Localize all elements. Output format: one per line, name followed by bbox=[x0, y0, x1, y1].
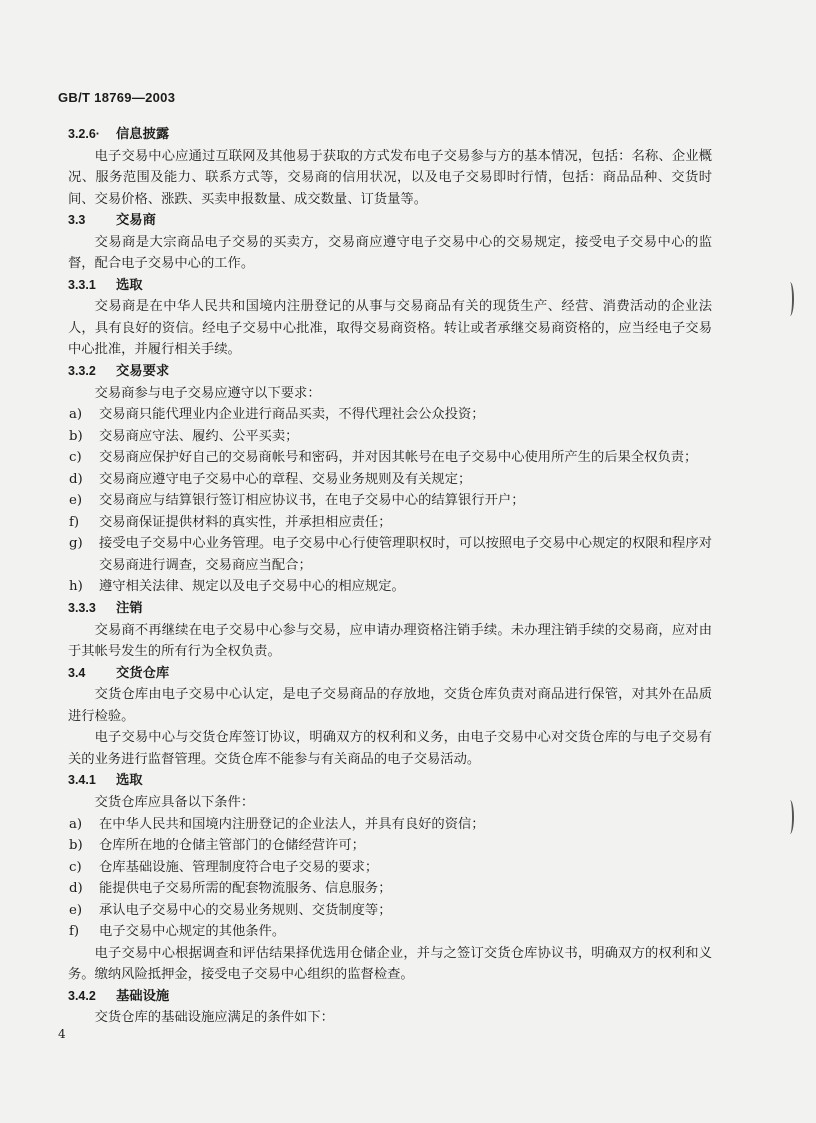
section-number: 3.4.1 bbox=[68, 773, 96, 788]
section-number: 3.3 bbox=[68, 213, 86, 228]
section-heading bbox=[68, 770, 712, 792]
section-heading bbox=[68, 986, 712, 1008]
section-title: 信息披露 bbox=[116, 127, 170, 142]
section-title: 注销 bbox=[116, 601, 143, 617]
list-item-label: c) bbox=[69, 450, 82, 466]
list-item-text: 能提供电子交易所需的配套物流服务、信息服务； bbox=[99, 881, 392, 897]
section-heading bbox=[68, 210, 712, 232]
section-title: 交易商 bbox=[116, 213, 156, 229]
list-item-text: 交易商应遵守电子交易中心的章程、交易业务规则及有关规定； bbox=[99, 471, 472, 487]
section-heading bbox=[68, 598, 712, 620]
list-item-label: d) bbox=[69, 471, 83, 487]
list-item bbox=[68, 814, 712, 836]
list-item-text: 仓库所在地的仓储主管部门的仓储经营许可； bbox=[99, 838, 365, 854]
section-number: 3.2.6· bbox=[68, 127, 100, 141]
section-title: 选取 bbox=[116, 773, 143, 789]
section-title: 基础设施 bbox=[116, 988, 170, 1004]
section-heading bbox=[68, 663, 712, 685]
section-heading bbox=[68, 361, 712, 383]
list-item-label: e) bbox=[69, 493, 83, 509]
list-item bbox=[68, 576, 712, 598]
section-title: 交货仓库 bbox=[116, 665, 170, 681]
list-item-label: a) bbox=[69, 407, 83, 423]
list-item bbox=[68, 404, 712, 426]
section-number: 3.4 bbox=[68, 665, 86, 680]
standard-code: GB/T 18769—2003 bbox=[58, 90, 176, 105]
binding-mark-icon bbox=[786, 282, 794, 316]
list-item-text: 遵守相关法律、规定以及电子交易中心的相应规定。 bbox=[99, 579, 405, 595]
paragraph: 交易商是大宗商品电子交易的买卖方，交易商应遵守电子交易中心的交易规定，接受电子交易中心的监督，配合电子交易中心的工作。 bbox=[68, 234, 712, 272]
binding-mark-icon bbox=[786, 800, 794, 834]
list-item-text: 电子交易中心规定的其他条件。 bbox=[99, 924, 286, 940]
section-title: 交易要求 bbox=[116, 364, 170, 380]
document-body bbox=[68, 124, 712, 1029]
list-item bbox=[68, 533, 712, 576]
paragraph: 电子交易中心根据调查和评估结果择优选用仓储企业，并与之签订交货仓库协议书，明确双方的权利和义务。缴纳风险抵押金，接受电子交易中心组织的监督检查。 bbox=[68, 945, 712, 983]
list-item bbox=[68, 512, 712, 534]
paragraph: 交货仓库的基础设施应满足的条件如下： bbox=[94, 1010, 334, 1026]
paragraph: 电子交易中心与交货仓库签订协议，明确双方的权利和义务，由电子交易中心对交货仓库的与电子交易有关的业务进行监督管理。交货仓库不能参与有关商品的电子交易活动。 bbox=[68, 730, 712, 767]
list-item bbox=[68, 857, 712, 879]
list-item bbox=[68, 835, 712, 857]
paragraph: 交易商参与电子交易应遵守以下要求： bbox=[94, 385, 321, 401]
list-item-text: 仓库基础设施、管理制度符合电子交易的要求； bbox=[99, 859, 379, 875]
list-item-label: h) bbox=[69, 579, 83, 595]
paragraph: 交货仓库应具备以下条件： bbox=[94, 794, 255, 810]
list-item bbox=[68, 921, 712, 943]
list-item bbox=[68, 447, 712, 469]
list-item-label: e) bbox=[69, 902, 83, 918]
list-item bbox=[68, 426, 712, 448]
list-item-label: c) bbox=[69, 859, 82, 875]
list-item-text: 在中华人民共和国境内注册登记的企业法人，并具有良好的资信； bbox=[99, 816, 485, 832]
list-item-text: 交易商应与结算银行签订相应协议书，在电子交易中心的结算银行开户； bbox=[99, 493, 525, 509]
list-item-text: 交易商只能代理业内企业进行商品买卖，不得代理社会公众投资； bbox=[99, 407, 485, 423]
section-number: 3.4.2 bbox=[68, 988, 96, 1003]
paragraph: 交易商不再继续在电子交易中心参与交易，应申请办理资格注销手续。未办理注销手续的交易商，应对由于其帐号发生的所有行为全权负责。 bbox=[68, 622, 712, 660]
section-number: 3.3.1 bbox=[68, 277, 96, 292]
list-item bbox=[68, 900, 712, 922]
paragraph: 交易商是在中华人民共和国境内注册登记的从事与交易商品有关的现货生产、经营、消费活动的企业法人，具有良好的资信。经电子交易中心批准，取得交易商资格。转让或者承继交易商资格的，应当经电子交易中心批准，并履行相关手续。 bbox=[68, 299, 712, 358]
list-item-label: a) bbox=[69, 816, 83, 832]
list-item-text: 接受电子交易中心业务管理。电子交易中心行使管理职权时，可以按照电子交易中心规定的权限和程序对交易商进行调查，交易商应当配合； bbox=[99, 536, 712, 573]
list-item-text: 交易商保证提供材料的真实性，并承担相应责任； bbox=[99, 514, 392, 530]
list-item-label: g) bbox=[69, 536, 83, 552]
list-item-text: 交易商应保护好自己的交易商帐号和密码，并对因其帐号在电子交易中心使用所产生的后果全权负责； bbox=[99, 450, 698, 466]
list-item bbox=[68, 490, 712, 512]
section-title: 选取 bbox=[116, 277, 143, 293]
list-item-text: 承认电子交易中心的交易业务规则、交货制度等； bbox=[99, 902, 392, 918]
section-number: 3.3.3 bbox=[68, 601, 96, 616]
paragraph: 交货仓库由电子交易中心认定，是电子交易商品的存放地，交货仓库负责对商品进行保管，对其外在品质进行检验。 bbox=[68, 687, 712, 724]
paragraph: 电子交易中心应通过互联网及其他易于获取的方式发布电子交易参与方的基本情况，包括：名称、企业概况、服务范围及能力、联系方式等，交易商的信用状况，以及电子交易即时行情，包括：商品品种、交货时间、交易价格、涨跌、买卖申报数量、成交数量、订货量等。 bbox=[68, 148, 712, 207]
list-item bbox=[68, 469, 712, 491]
list-item-label: b) bbox=[69, 838, 83, 854]
section-heading bbox=[68, 124, 712, 146]
list-item-text: 交易商应守法、履约、公平买卖； bbox=[99, 428, 299, 444]
page-number: 4 bbox=[58, 1027, 66, 1041]
list-item-label: d) bbox=[69, 881, 83, 897]
section-heading bbox=[68, 275, 712, 297]
section-number: 3.3.2 bbox=[68, 364, 96, 379]
list-item-label: b) bbox=[69, 428, 83, 444]
list-item bbox=[68, 878, 712, 900]
list-item-label: f) bbox=[69, 514, 80, 530]
list-item-label: f) bbox=[69, 924, 80, 940]
